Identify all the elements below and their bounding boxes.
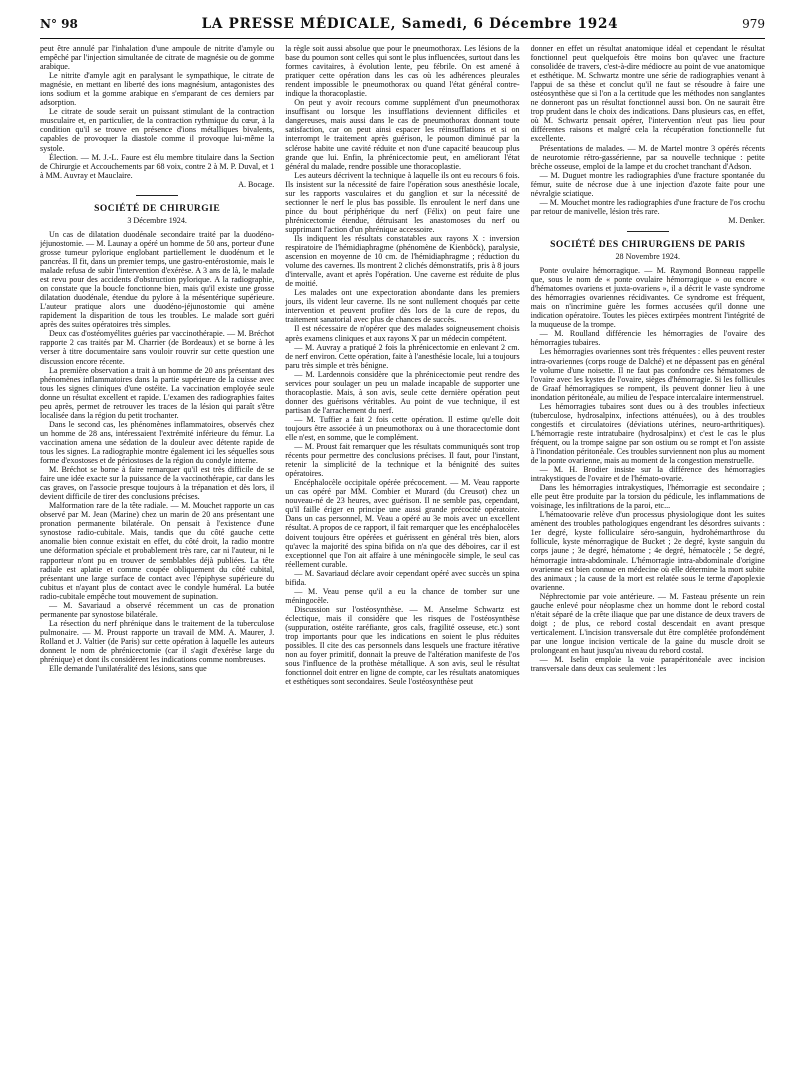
paragraph: — M. Lardennois considère que la phrénicectomie peut rendre des services pour soulager un peu un malade incapable de supporter une thoracoplastie. Mais, à son avis, seule cette dernière opération peut donner des guérisons véritables. Au point de vue technique, il est partisan de l'arrachement du nerf. (285, 369, 520, 415)
paragraph: Elle demande l'unilatéralité des lésions, sans que (49, 664, 207, 674)
column-3 (531, 44, 765, 1074)
paragraph: Deux cas d'ostéomyélites guéries par vaccinothérapie. — M. Bréchot rapporte 2 cas traités par M. Charrier (de Bordeaux) et se borne à les verser à titre documentaire sans vouloir rouvrir sur cette question une discussion encore récente. (40, 329, 275, 366)
paragraph: Il est nécessaire de n'opérer que des malades soigneusement choisis après examens cliniques et aux rayons X par un médecin compétent. (285, 324, 520, 343)
session-date: 3 Décembre 1924. (127, 215, 187, 225)
paragraph: On peut y avoir recours comme supplément d'un pneumothorax insuffisant ou lorsque les insufflations deviennent difficiles et dangereuses, mais aussi dans le cas de pneumothorax donnant toute satisfaction, car on peut ainsi espacer les réinsufflations et si on interrompt le traitement après guérison, le poumon diminué par la sclérose habite une cavité réduite et non d'une capacité beaucoup plus grande que lui. Enfin, la phrénicectomie peut, en améliorant l'état général du malade, rendre possible une thoracoplastie. (285, 98, 520, 171)
paragraph: Le nitrite d'amyle agit en paralysant le sympathique, le citrate de magnésie, en mettant en liberté des ions magnésium, antagonistes des ions sodium et la gomme arabique en s'emparant de ces derniers par adsorption. (40, 71, 275, 108)
paragraph: La première observation a trait à un homme de 20 ans présentant des phénomènes inflammatoires dans la partie supérieure de la cuisse avec tous les signes cliniques d'une ostéite. La vaccination employée seule donne un résultat excellent et rapide. L'examen des radiographies faites peu après, permet de retrouver les traces de la lésion qui paraît s'être localisée dans la région du petit trochanter. (40, 365, 275, 420)
paragraph: Un cas de dilatation duodénale secondaire traité par la duodéno-jéjunostomie. — M. Launay a opéré un homme de 50 ans, porteur d'une grosse tumeur pylorique englobant partiellement le duodénum et le pancréas. Il fit, dans un premier temps, une gastro-entérostomie, mais le malade refusa de subir l'intervention d'exérèse. A 3 ans de là, le malade est revu pour des accidents d'obstruction pylorique. A la radiographie, on constate que la boucle fonctionne bien, mais qu'il existe une grosse dilatation duodénale, étendue du pylore à la mésentérique supérieure. L'auteur pratique alors une duodéno-jéjunostomie qui amène rapidement la disparition de tous les troubles. Le malade sort guéri après des suites opératoires très simples. (40, 229, 275, 330)
paragraph: — M. Savariaud a observé récemment un cas de pronation permanente par synostose bilatérale. (40, 600, 275, 619)
paragraph: Élection. — M. J.-L. Faure est élu membre titulaire dans la Section de Chirurgie et Accouchements par 68 voix, contre 2 à M. P. Duval, et 1 à MM. Auvray et Mauclaire. (40, 152, 275, 180)
paragraph: Le citrate de soude serait un puissant stimulant de la contraction musculaire et, en particulier, de la contraction rythmique du cœur, à la condition qu'il se trouve en présence d'ions métalliques bivalents, capables de provoquer la diastole comme il provoque lui-même la systole. (40, 107, 275, 153)
paragraph: — M. Iselin emploie la voie parapéritonéale avec incision transversale dans deux cas seulement : les (530, 655, 765, 674)
column-1 (40, 44, 274, 1074)
paragraph: peut être annulé par l'inhalation d'une ampoule de nitrite d'amyle ou empêché par l'injection simultanée de citrate de magnésie ou de gomme arabique. (40, 44, 275, 72)
page-number: 979 (742, 17, 765, 31)
paragraph: — M. Veau pense qu'il a eu la chance de tomber sur une méningocèle. (285, 586, 520, 605)
paragraph: La résection du nerf phrénique dans le traitement de la tuberculose pulmonaire. — M. Proust rapporte un travail de MM. A. Maurer, J. Rolland et J. Valtier (de Paris) sur cette opération à laquelle les auteurs donnent le nom de phrénicectomie (car il s'agit d'exérèse large du phrénique) et dont ils considèrent les indications comme nombreuses. (40, 618, 275, 665)
paragraph: Néphrectomie par voie antérieure. — M. Fasteau présente un rein gauche enlevé pour néoplasme chez un homme dont le rebord costal n'était séparé de la crête iliaque que par une distance de deux travers de doigt ; de plus, ce rebord costal descendait en avant presque verticalement. L'incision transversale dut être complétée profondément par une longue incision verticale de la gaine du muscle droit se prolongeant en haut jusqu'au niveau du rebord costal. (530, 591, 765, 655)
paragraph: — M. Savariaud déclare avoir cependant opéré avec succès un spina bifida. (285, 568, 520, 587)
section-heading: SOCIÉTÉ DES CHIRURGIENS DE PARIS (550, 239, 746, 250)
paragraph: L'hématoovarie relève d'un processus physiologique dont les suites amènent des troubles pathologiques engendrant les désordres suivants : 1er degré, kyste folliculaire séro-sanguin, hydrohémarthrose du follicule, kyste ménorragique de Bucket ; 2e degré, kyste sanguin du corps jaune ; 3e degré, hématome ; 4e degré, hématocèle ; 5e degré, hémorragie intra-abdominale. L'hémorragie intra-abdominale d'origine ovarienne est bien connue en médecine où elle détermine la mort subite des animaux ; la cause de la mort est relatée sous le terme d'apoplexie ovarienne. (530, 510, 765, 592)
paragraph: — M. Proust fait remarquer que les résultats communiqués sont trop récents pour permettre des conclusions précises. Il faut, pour l'instant, retenir la simplicité de la technique et la bénignité des suites opératoires. (285, 442, 520, 479)
paragraph: Dans le second cas, les phénomènes inflammatoires, observés chez un homme de 28 ans, intéressaient l'extrémité inférieure du fémur. La vaccination amena une sédation de la douleur avec détente rapide de tous les signes. La radiographie montre également ici les séquelles sous forme d'exostoses et de périostoses de la région du condyle interne. (40, 419, 275, 466)
paragraph: Dans les hémorragies intrakystiques, l'hémorragie est secondaire ; elle peut être produite par la torsion du pédicule, les inflammations de voisinage, les infiltrations de la paroi, etc... (530, 483, 765, 511)
paragraph: M. Bréchot se borne à faire remarquer qu'il est très difficile de se faire une idée exacte sur la puissance de la vaccinothérapie, car dans les cas graves, on l'associe presque toujours à la trépanation et dès lors, il devient difficile de tirer des conclusions précises. (40, 465, 275, 502)
paragraph: Encéphalocèle occipitale opérée précocement. — M. Veau rapporte un cas opéré par MM. Combier et Murard (du Creusot) chez un nouveau-né de 23 heures, avec guérison. Il ne semble pas, cependant, qu'il faille ériger en principe une aussi grande précocité opératoire. Dans un cas personnel, M. Veau a opéré au 3e mois avec un excellent résultat. A propos de ce rapport, il fait remarquer que les encéphalocèles doivent toujours être opérées et guérissent en général très bien, alors qu'avec la majorité des spina bifida on n'a que des déboires, car il est exceptionnel que l'on ait affaire à une méningocèle simple, le seul cas réellement curable. (285, 478, 520, 569)
text-columns (40, 44, 765, 1074)
paragraph: la règle soit aussi absolue que pour le pneumothorax. Les lésions de la base du poumon sont celles qui sont le plus influencées, surtout dans les formes cavitaires, à évolution lente, peu fébrile. On est amené à pratiquer cette opération dans les cas où les adhérences pleurales rendent impossible le pneumothorax ou quand l'état général contre-indique la thoracoplastie. (285, 44, 520, 99)
paragraph: — M. Tuffier a fait 2 fois cette opération. Il estime qu'elle doit toujours être associée à un pneumothorax ou à une thoracectomie dont elle n'est, en somme, que le complément. (285, 414, 520, 443)
journal-title: LA PRESSE MÉDICALE, Samedi, 6 Décembre 1924 (201, 16, 619, 32)
paragraph: — M. Roulland différencie les hémorragies de l'ovaire des hémorragies tubaires. (530, 329, 765, 348)
paragraph: Ponte ovulaire hémorragique. — M. Raymond Bonneau rappelle que, sous le nom de « ponte ovulaire hémorragique » ou encore « d'hématomes ovariens et juxta-ovariens », il a décrit le vaste syndrome des hémorragies ovariennes récidivantes. Ce syndrome est fréquent, mais on n'incrimine guère les formes accusées qu'il donne une indication opératoire. Toutes les pièces extirpées montrent l'intégrité de la muqueuse de la trompe. (530, 266, 765, 330)
paragraph: donner en effet un résultat anatomique idéal et cependant le résultat fonctionnel peut quelquefois être moins bon qu'avec une fracture consolidée de travers, c'est-à-dire médiocre au point de vue anatomique et esthétique. M. Schwartz montre une série de radiographies venant à l'appui de sa thèse et conclut qu'il ne faut se résoudre à faire une ostéosynthèse que si l'on a la certitude que les méthodes non sanglantes ne donneront pas un résultat fonctionnel aussi bon. On ne saurait être trop prudent dans le choix des indications. Dans plusieurs cas, en effet, où M. Schwartz pensait opérer, l'intervention n'eut pas lieu pour différentes raisons et malgré cela la récupération fonctionnelle fut excellente. (530, 44, 765, 144)
author-signature: M. Denker. (728, 215, 765, 225)
paragraph: Malformation rare de la tête radiale. — M. Mouchet rapporte un cas observé par M. Jean (Marine) chez un marin de 20 ans présentant une pronation permanente bilatérale. On pensait à l'existence d'une synostose radio-cubitale. Mais, tandis que du côté gauche cette anomalie bien connue existait en effet, du côté droit, la radio montre une déformation spéciale et probablement très rare, car ni l'auteur, ni le rapporteur n'ont pu en trouver de semblables déjà publiées. La tête radiale est aplatie et comme coupée obliquement du côté cubital, présentant une large surface de contact avec l'épiphyse supérieure du cubitus et n'ayant plus de contact avec le condyle huméral. La butée radio-cubitale empêche tout mouvement de supination. (40, 501, 275, 601)
paragraph: Les malades ont une expectoration abondante dans les premiers jours, ils vident leur caverne. Ils ne sont nullement choqués par cette intervention et peuvent profiter dès lors de la cure de repos, du traitement sanatorial avec plus de chances de succès. (285, 288, 520, 325)
session-date: 28 Novembre 1924. (615, 251, 680, 261)
column-2 (285, 44, 519, 1074)
section-divider (627, 231, 669, 232)
section-divider (136, 195, 178, 196)
paragraph: — M. Duguet montre les radiographies d'une fracture spontanée du fémur, suite de nécrose due à une injection d'azote faite pour une névralgie sciatique. (530, 170, 765, 198)
issue-number: N° 98 (40, 17, 78, 31)
paragraph: Discussion sur l'ostéosynthèse. — M. Anselme Schwartz est éclectique, mais il considère que les risques de l'ostéosynthèse (suppuration, ostéite raréfiante, gros cals, fragilité osseuse, etc.) sont trop importants pour que les indications en soient le plus réduites possibles. Il cite des cas personnels dans lesquels une fracture itérative non au foyer primitif, donnait la preuve de l'altération manifeste de l'os sous l'influence de la prothèse métallique. A son avis, seul le résultat fonctionnel doit entrer en ligne de compte, car les résultats anatomiques et esthétiques sont secondaires. Seule l'ostéosynthèse peut (285, 604, 520, 687)
paragraph: — M. Mouchet montre les radiographies d'une fracture de l'os crochu par retour de manivelle, lésion très rare. (530, 197, 765, 216)
paragraph: Les hémorragies tubaires sont dues ou à des troubles infectieux (tuberculose, hydrosalpinx, infections atténuées), ou à des troubles congestifs et circulatoires (déviations utérines, neuro-arthritiques). L'hémorragie reste intratubaire (hydrosalpinx) et c'est le cas le plus fréquent, ou la trompe saigne par son ostium ou se rompt et l'on assiste à l'inondation péritonéale. Ces troubles surviennent non plus au moment de la ponte ovarienne, mais au moment de la congestion menstruelle. (530, 401, 765, 466)
paragraph: — M. Auvray a pratiqué 2 fois la phrénicectomie en enlevant 2 cm. de nerf environ. Cette opération, faite à l'anesthésie locale, lui a toujours paru très simple et très bénigne. (285, 342, 520, 370)
paragraph: — M. H. Brodier insiste sur la différence des hémorragies intrakystiques de l'ovaire et de l'hémato-ovarie. (530, 465, 765, 484)
page-header (40, 16, 765, 39)
paragraph: Ils indiquent les résultats constatables aux rayons X : inversion respiratoire de l'hémidiaphragme (phénomène de Kienböck), paralysie, ascension en moyenne de 10 cm. de l'hémidiaphragme ; réduction du volume des cavernes. Ils montrent 2 clichés démonstratifs, pris à 8 jours d'intervalle, avant et après l'opération. Une caverne est réduite de plus de moitié. (285, 233, 520, 289)
paragraph: Présentations de malades. — M. de Martel montre 3 opérés récents de neurotomie rétro-gassérienne, par sa nouvelle technique : petite brèche osseuse, emploi de la lampe et du crochet tranchant d'Adson. (530, 143, 765, 171)
paragraph: Les auteurs décrivent la technique à laquelle ils ont eu recours 6 fois. Ils insistent sur la nécessité de faire l'opération sous anesthésie locale, sur les rapports vasculaires et du ganglion et sur la nécessité de sectionner le nerf le plus bas possible. Ils enroulent le nerf dans une pince du bout périphérique du nerf (Félix) on peut faire une phrénicectomie étendue, détruisant les anastomoses du nerf ou supprimant l'action d'un phrénique accessoire. (285, 170, 520, 234)
paragraph: Les hémorragies ovariennes sont très fréquentes : elles peuvent rester intra-ovariennes (corps rouge de Dalché) et ne dépassent pas en général le volume d'une noisette. Il ne faut pas confondre ces hématomes de l'ovaire avec les kystes de l'ovaire, sièges d'hémorragie. Si les follicules de Graaf hémorragiques se rompent, ils peuvent donner lieu à une inondation péritonéale, au milieu de l'espace intercalaire intermenstruel. (530, 347, 765, 402)
section-heading: SOCIÉTÉ DE CHIRURGIE (94, 203, 221, 214)
author-signature: A. Bocage. (238, 179, 275, 189)
